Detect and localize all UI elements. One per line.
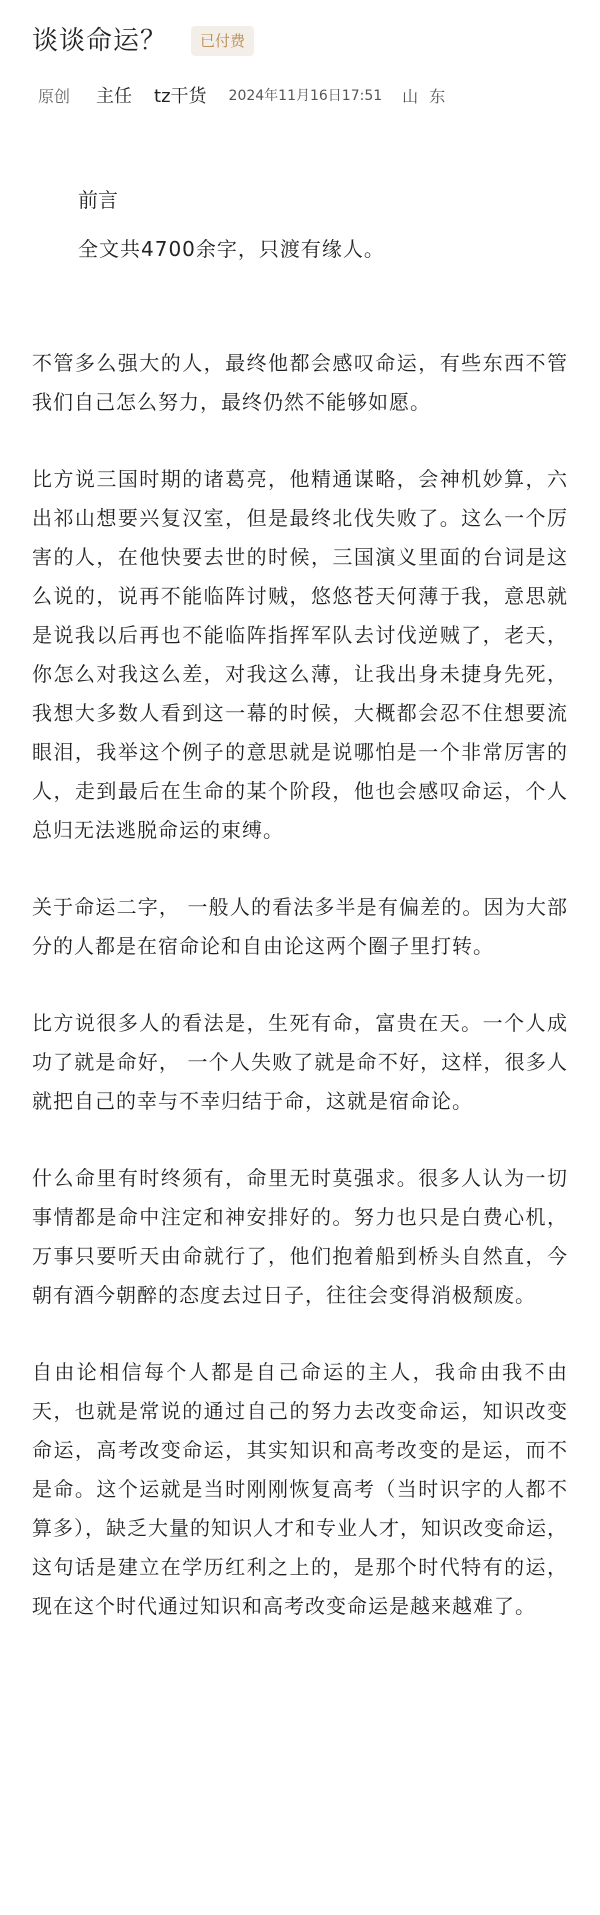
paragraph-3: 关于命运二字， 一般人的看法多半是有偏差的。因为大部分的人都是在宿命论和自由论这两个圈子里打转。 [32, 895, 568, 958]
author-name[interactable]: 主任 [96, 86, 133, 107]
article-meta [38, 82, 448, 108]
paragraph-6: 自由论相信每个人都是自己命运的主人，我命由我不由天，也就是常说的通过自己的努力去改变命运，知识改变命运，高考改变命运，其实知识和高考改变的是运，而不是命。这个运就是当时刚刚恢复高考（当时识字的人都不算多），缺乏大量的知识人才和专业人才，知识改变命运，这句话是建立在学历红利之上的，是那个时代特有的运，现在这个时代通过知识和高考改变命运是越来越难了。 [32, 1360, 568, 1618]
paragraph-2: 比方说三国时期的诸葛亮，他精通谋略，会神机妙算，六出祁山想要兴复汉室，但是最终北伐失败了。这么一个厉害的人，在他快要去世的时候，三国演义里面的台词是这么说的，说再不能临阵讨贼，悠悠苍天何薄于我，意思就是说我以后再也不能临阵指挥军队去讨伐逆贼了，老天，你怎么对我这么差，对我这么薄，让我出身未捷身先死，我想大多数人看到这一幕的时候，大概都会忍不住想要流眼泪，我举这个例子的意思就是说哪怕是一个非常厉害的人，走到最后在生命的某个阶段，他也会感叹命运，个人总归无法逃脱命运的束缚。 [32, 467, 568, 842]
paragraph-1: 不管多么强大的人，最终他都会感叹命运，有些东西不管我们自己怎么努力，最终仍然不能够如愿。 [32, 351, 568, 414]
paragraph-5: 什么命里有时终须有，命里无时莫强求。很多人认为一切事情都是命中注定和神安排好的。努力也只是白费心机，万事只要听天由命就行了，他们抱着船到桥头自然直，今朝有酒今朝醉的态度去过日子，往往会变得消极颓废。 [32, 1166, 568, 1307]
paid-badge: 已付费 [191, 26, 254, 56]
publish-date: 2024年11月16日17:51 [228, 88, 383, 104]
original-label: 原创 [38, 86, 71, 106]
preface-text: 全文共4700余字，只渡有缘人。 [78, 237, 385, 261]
preface-heading: 前言 [78, 188, 118, 212]
publish-location: 山 东 [402, 86, 449, 106]
article-title: 谈谈命运？ [32, 26, 168, 56]
account-name[interactable]: tz干货 [154, 86, 207, 107]
article-body [32, 344, 568, 1626]
title-row [32, 24, 254, 58]
paragraph-4: 比方说很多人的看法是，生死有命，富贵在天。一个人成功了就是命好， 一个人失败了就是命不好，这样，很多人就把自己的幸与不幸归结于命，这就是宿命论。 [32, 1011, 568, 1113]
